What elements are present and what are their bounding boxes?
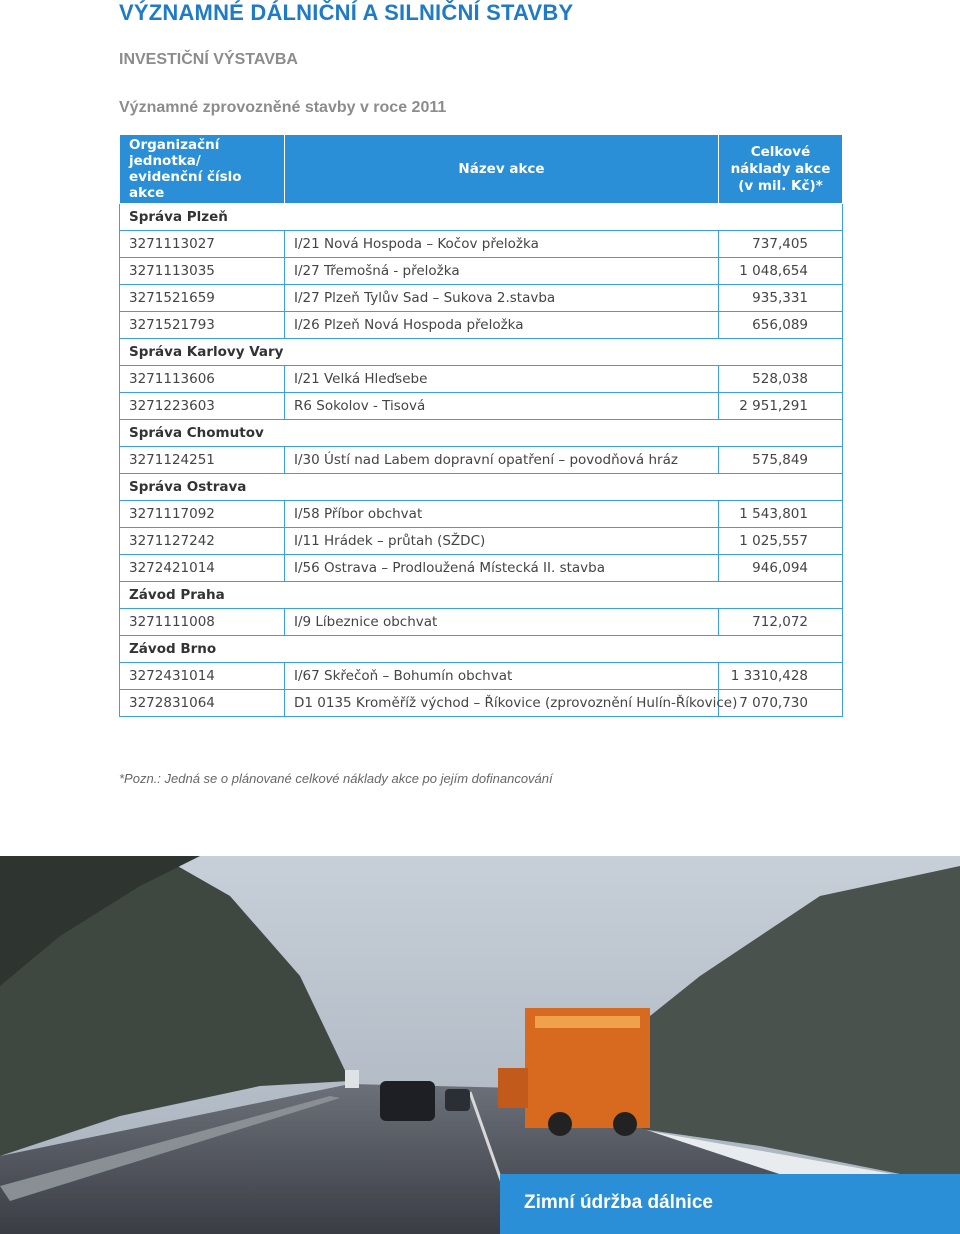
project-id: 3271117092: [120, 501, 285, 528]
page-title: VÝZNAMNÉ DÁLNIČNÍ A SILNIČNÍ STAVBY: [119, 0, 574, 25]
group-spacer: [285, 636, 719, 663]
project-cost: 712,072: [719, 609, 843, 636]
footnote: *Pozn.: Jedná se o plánované celkové náklady akce po jejím dofinancování: [119, 771, 553, 786]
project-cost: 946,094: [719, 555, 843, 582]
group-spacer: [719, 204, 843, 231]
header-unit-line2: evidenční číslo akce: [129, 169, 242, 201]
group-spacer: [719, 636, 843, 663]
table-header-row: [120, 135, 843, 204]
table-row: [120, 555, 843, 582]
truck-wheel-right: [613, 1112, 637, 1136]
project-id: 3271113035: [120, 258, 285, 285]
caption-box: [500, 1174, 960, 1234]
car: [380, 1081, 435, 1121]
project-id: 3272831064: [120, 690, 285, 717]
project-name: I/67 Skřečoň – Bohumín obchvat: [285, 663, 719, 690]
project-name: I/11 Hrádek – průtah (SŽDC): [285, 528, 719, 555]
header-cost: [719, 135, 843, 204]
group-spacer: [719, 339, 843, 366]
winter-maintenance-photo: [0, 856, 960, 1234]
group-spacer: [285, 204, 719, 231]
group-spacer: [719, 474, 843, 501]
table-body: [120, 204, 843, 717]
project-cost: 2 951,291: [719, 393, 843, 420]
section-title: Významné zprovozněné stavby v roce 2011: [119, 99, 447, 116]
page-subtitle: INVESTIČNÍ VÝSTAVBA: [119, 51, 298, 68]
project-cost: 1 543,801: [719, 501, 843, 528]
project-id: 3271521659: [120, 285, 285, 312]
project-name: I/56 Ostrava – Prodloužená Místecká II. stavba: [285, 555, 719, 582]
truck-lights: [535, 1016, 640, 1028]
project-cost: 1 025,557: [719, 528, 843, 555]
table-row: [120, 528, 843, 555]
project-id: 3271111008: [120, 609, 285, 636]
group-label: Závod Brno: [120, 636, 285, 663]
group-spacer: [285, 474, 719, 501]
project-id: 3271127242: [120, 528, 285, 555]
group-label: Správa Ostrava: [120, 474, 285, 501]
car-far: [445, 1089, 470, 1111]
project-cost: 1 3310,428: [719, 663, 843, 690]
project-cost: 935,331: [719, 285, 843, 312]
group-label: Správa Chomutov: [120, 420, 285, 447]
projects-table: [119, 134, 843, 717]
table-row: [120, 285, 843, 312]
project-name: I/21 Velká Hleďsebe: [285, 366, 719, 393]
project-name: I/27 Plzeň Tylův Sad – Sukova 2.stavba: [285, 285, 719, 312]
project-name: R6 Sokolov - Tisová: [285, 393, 719, 420]
project-name: I/27 Třemošná - přeložka: [285, 258, 719, 285]
header-cost-line2: náklady akce: [730, 160, 831, 177]
group-row: [120, 339, 843, 366]
project-name: I/9 Líbeznice obchvat: [285, 609, 719, 636]
project-id: 3271124251: [120, 447, 285, 474]
table-row: [120, 393, 843, 420]
table-row: [120, 609, 843, 636]
project-name: I/21 Nová Hospoda – Kočov přeložka: [285, 231, 719, 258]
group-row: [120, 582, 843, 609]
header-cost-line3: (v mil. Kč)*: [738, 177, 823, 194]
project-id: 3271113606: [120, 366, 285, 393]
table-row: [120, 690, 843, 717]
table-row: [120, 231, 843, 258]
table-row: [120, 663, 843, 690]
table-row: [120, 258, 843, 285]
header-unit-line1: Organizační jednotka/: [129, 137, 220, 169]
group-row: [120, 420, 843, 447]
project-name: I/58 Příbor obchvat: [285, 501, 719, 528]
project-name: I/26 Plzeň Nová Hospoda přeložka: [285, 312, 719, 339]
project-cost: 7 070,730: [719, 690, 843, 717]
project-cost: 737,405: [719, 231, 843, 258]
header-unit: [120, 135, 285, 204]
group-label: Správa Plzeň: [120, 204, 285, 231]
project-id: 3271521793: [120, 312, 285, 339]
table-row: [120, 447, 843, 474]
project-name: D1 0135 Kroměříž východ – Říkovice (zprovoznění Hulín-Říkovice): [285, 690, 719, 717]
project-cost: 575,849: [719, 447, 843, 474]
project-name: I/30 Ústí nad Labem dopravní opatření – povodňová hráz: [285, 447, 719, 474]
table-row: [120, 312, 843, 339]
group-spacer: [285, 339, 719, 366]
project-cost: 656,089: [719, 312, 843, 339]
group-spacer: [285, 582, 719, 609]
group-label: Správa Karlovy Vary: [120, 339, 285, 366]
group-spacer: [719, 582, 843, 609]
group-row: [120, 204, 843, 231]
table-row: [120, 501, 843, 528]
project-id: 3272421014: [120, 555, 285, 582]
header-name: Název akce: [285, 135, 719, 204]
group-label: Závod Praha: [120, 582, 285, 609]
project-id: 3272431014: [120, 663, 285, 690]
group-row: [120, 636, 843, 663]
group-spacer: [285, 420, 719, 447]
road-sign: [345, 1070, 359, 1088]
project-id: 3271113027: [120, 231, 285, 258]
group-row: [120, 474, 843, 501]
project-cost: 528,038: [719, 366, 843, 393]
truck-wheel-left: [548, 1112, 572, 1136]
table-row: [120, 366, 843, 393]
truck-cab: [498, 1068, 528, 1108]
photo-caption: Zimní údržba dálnice: [524, 1192, 713, 1213]
header-cost-line1: Celkové: [750, 143, 811, 160]
group-spacer: [719, 420, 843, 447]
project-cost: 1 048,654: [719, 258, 843, 285]
project-id: 3271223603: [120, 393, 285, 420]
